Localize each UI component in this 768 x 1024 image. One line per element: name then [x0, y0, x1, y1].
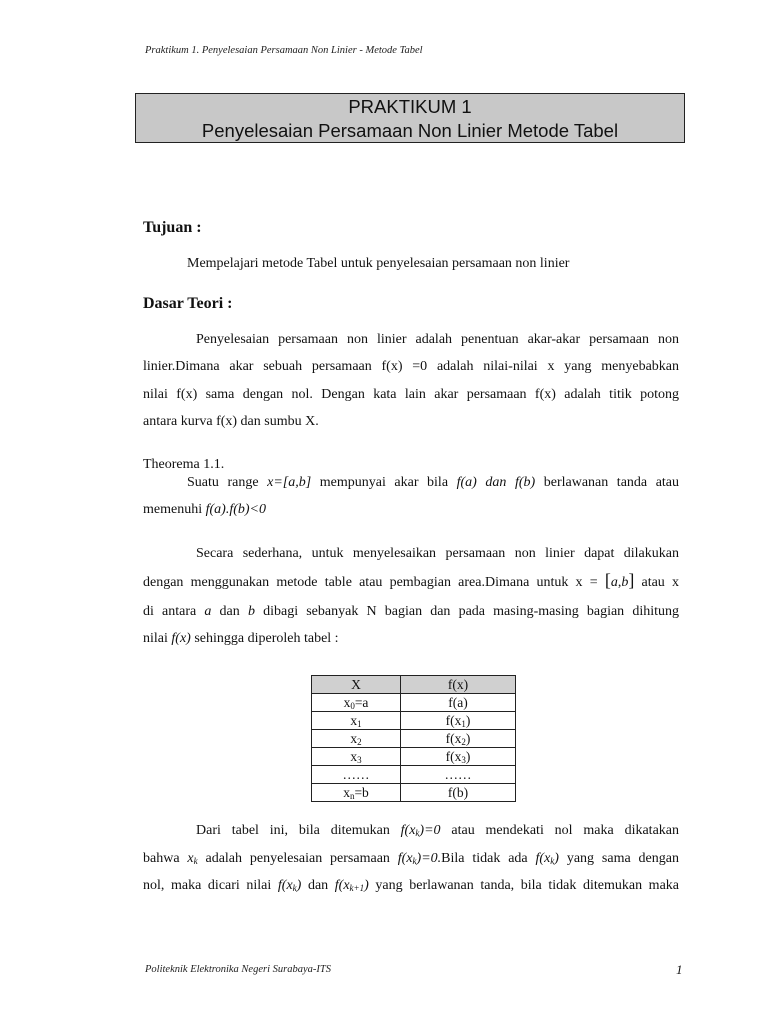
table-row	[312, 712, 516, 730]
dasar-teori-line-1: Penyelesaian persamaan non linier adalah penentuan akar-akar persamaan non	[196, 332, 679, 347]
interval-a: a	[610, 575, 618, 590]
table-cell-fx: $f(x_3)$	[401, 748, 516, 766]
table-cell-x: ……	[312, 766, 401, 784]
title-box	[135, 93, 685, 143]
theorem-text: berlawanan tanda atau	[535, 475, 680, 490]
interval-b: b	[621, 575, 629, 590]
theorem-text: memenuhi	[143, 502, 206, 517]
para2-text: sehingga diperoleh tabel :	[190, 631, 339, 646]
para3-text: yang sama dengan	[558, 851, 679, 866]
theorem-line-1	[187, 475, 679, 491]
para3-text: yang berlawanan tanda, bila tidak ditemukan maka	[368, 878, 680, 893]
title-line-2: Penyelesaian Persamaan Non Linier Metode Tabel	[201, 120, 619, 141]
theorem-condition: f(a) dan f(b)	[456, 475, 536, 490]
fx: f(x)	[171, 631, 191, 646]
var-b: b	[247, 604, 255, 619]
tujuan-text: Mempelajari metode Tabel untuk penyelesaian persamaan non linier	[187, 256, 570, 271]
table-cell-x: $x_2$	[312, 730, 401, 748]
table-cell-x: $x_n=b$	[312, 784, 401, 802]
para3-text: nol, maka dicari nilai	[143, 878, 278, 893]
para2-text: dan	[211, 604, 248, 619]
title-line-1: PRAKTIKUM 1	[348, 96, 472, 117]
para3-line-1	[196, 823, 679, 839]
table-cell-fx: $f(x_1)$	[401, 712, 516, 730]
table-cell-fx: f(b)	[401, 784, 516, 802]
table-header-fx: f(x)	[401, 676, 516, 694]
para3-line-2	[143, 851, 679, 867]
theorem-range: x=[a,b]	[267, 475, 312, 490]
interval-bracket: [	[604, 570, 611, 590]
para3-text: Dari tabel ini, bila ditemukan	[196, 823, 401, 838]
para2-text: atau x	[634, 575, 679, 590]
table-cell-fx: ……	[401, 766, 516, 784]
table-header-x: X	[312, 676, 401, 694]
para3-text: atau mendekati nol maka dikatakan	[440, 823, 679, 838]
table-cell-fx: $f(x_2)$	[401, 730, 516, 748]
page-number: 1	[676, 962, 683, 977]
theorem-line-2	[143, 502, 266, 518]
theorem-inequality: f(a).f(b)<0	[205, 502, 266, 517]
theorem-label: Theorema 1.1.	[143, 457, 225, 472]
table-row	[312, 694, 516, 712]
para3-text: Bila tidak ada	[441, 851, 536, 866]
para2-text: nilai	[143, 631, 172, 646]
para2-text: dengan menggunakan metode table atau pembagian area.Dimana untuk x =	[143, 575, 605, 590]
para3-line-3	[143, 878, 679, 894]
table-row	[312, 748, 516, 766]
var-a: a	[204, 604, 212, 619]
para2-text: dibagi sebanyak N bagian dan pada masing-masing bagian dihitung	[254, 604, 680, 619]
fxk1: $f(x_{k+1})$	[334, 878, 369, 893]
theorem-text: mempunyai akar bila	[311, 475, 457, 490]
para2-text: di antara	[143, 604, 205, 619]
theorem-text: Suatu range	[187, 475, 268, 490]
table-row	[312, 766, 516, 784]
para3-text: dan	[301, 878, 335, 893]
interval-comma: ,	[617, 575, 622, 590]
value-table	[311, 675, 516, 802]
fxk: $f(x_k)=0$	[400, 823, 441, 838]
running-header: Praktikum 1. Penyelesaian Persamaan Non Linier - Metode Tabel	[145, 45, 423, 56]
dasar-teori-line-3: nilai f(x) sama dengan nol. Dengan kata lain akar persamaan f(x) adalah titik potong	[143, 387, 679, 402]
table-row	[312, 784, 516, 802]
para2-line-2	[143, 570, 679, 591]
xk: $x_k$	[187, 851, 198, 866]
para2-line-3	[143, 604, 679, 620]
para2-line-1: Secara sederhana, untuk menyelesaikan persamaan non linier dapat dilakukan	[196, 546, 679, 561]
interval-bracket: ]	[628, 570, 635, 590]
table-row	[312, 730, 516, 748]
table-header-row	[312, 676, 516, 694]
dasar-teori-line-4: antara kurva f(x) dan sumbu X.	[143, 414, 319, 429]
table-cell-x: $x_3$	[312, 748, 401, 766]
fxk: $f(x_k)$	[535, 851, 559, 866]
footer-institution: Politeknik Elektronika Negeri Surabaya-ITS	[145, 964, 331, 975]
para3-text: bahwa	[143, 851, 188, 866]
para2-line-4	[143, 631, 339, 647]
dasar-teori-line-2: linier.Dimana akar sebuah persamaan f(x) =0 adalah nilai-nilai x yang menyebabkan	[143, 359, 679, 374]
table-cell-x: $x_1$	[312, 712, 401, 730]
table-cell-x: $x_0=a$	[312, 694, 401, 712]
fxk: $f(x_k)$	[277, 878, 302, 893]
fxk: $f(x_k)=0$.	[397, 851, 442, 866]
para3-text: adalah penyelesaian persamaan	[197, 851, 398, 866]
tujuan-heading: Tujuan :	[143, 219, 202, 236]
dasar-teori-heading: Dasar Teori :	[143, 295, 233, 312]
table-cell-fx: f(a)	[401, 694, 516, 712]
